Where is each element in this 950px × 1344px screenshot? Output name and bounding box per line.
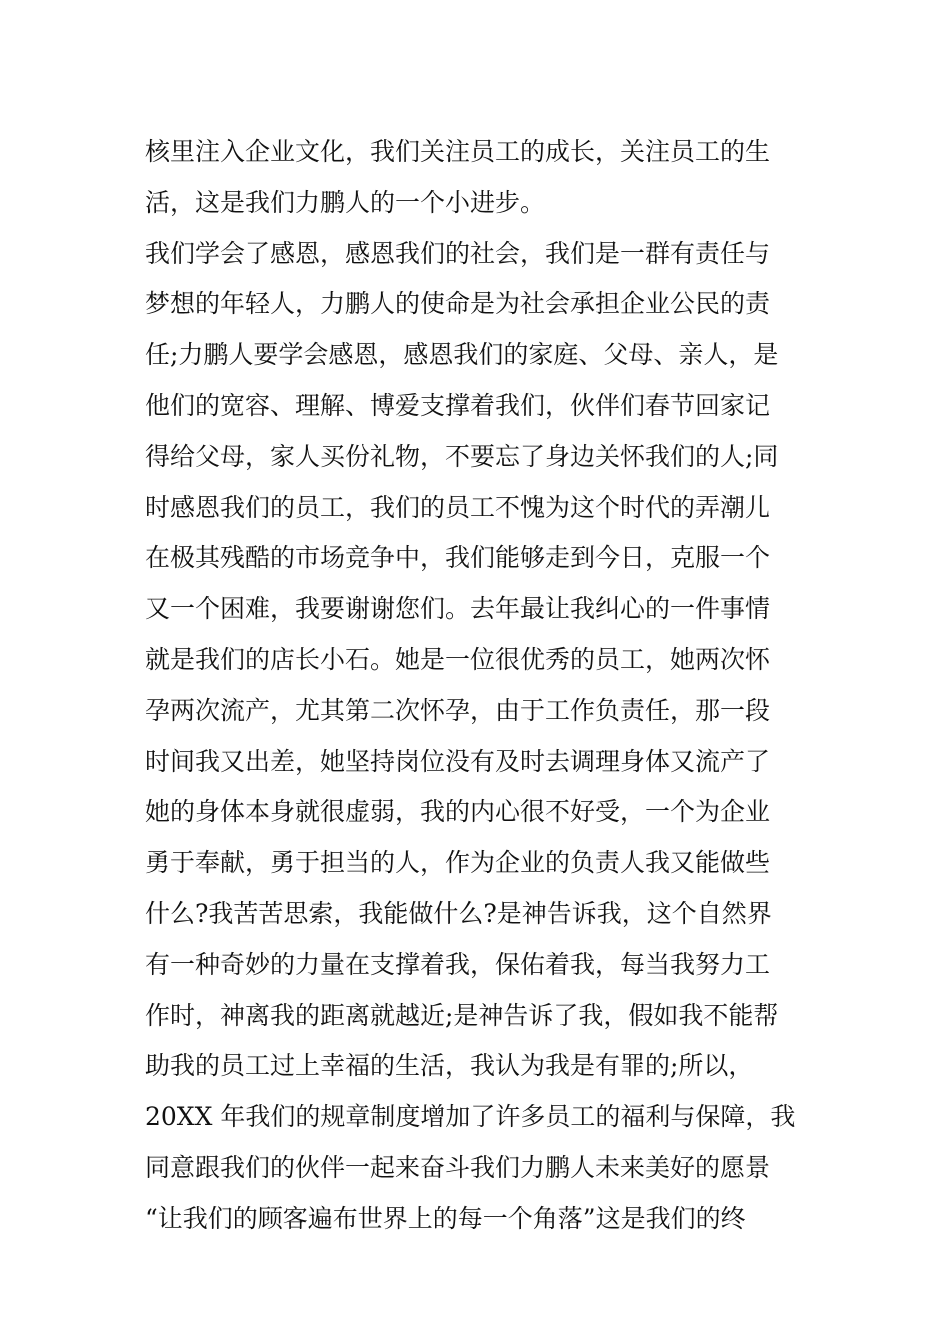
text-line-18: 作时，神离我的距离就越近;是神告诉了我，假如我不能帮 <box>145 1000 779 1030</box>
text-line-22: “让我们的顾客遍布世界上的每一个角落”这是我们的终 <box>145 1203 746 1233</box>
text-line-20: 20XX 年我们的规章制度增加了许多员工的福利与保障，我 <box>145 1102 796 1132</box>
text-line-3: 我们学会了感恩，感恩我们的社会，我们是一群有责任与 <box>145 238 771 268</box>
text-line-10: 又一个困难，我要谢谢您们。去年最让我纠心的一件事情 <box>145 594 771 624</box>
text-line-21: 同意跟我们的伙伴一起来奋斗我们力鹏人未来美好的愿景 <box>145 1152 771 1182</box>
text-line-13: 时间我又出差，她坚持岗位没有及时去调理身体又流产了 <box>145 746 771 776</box>
text-line-12: 孕两次流产，尤其第二次怀孕，由于工作负责任，那一段 <box>145 695 771 725</box>
text-line-1: 核里注入企业文化，我们关注员工的成长，关注员工的生 <box>145 137 771 166</box>
text-line-7: 得给父母，家人买份礼物，不要忘了身边关怀我们的人;同 <box>145 441 779 471</box>
text-line-19: 助我的员工过上幸福的生活，我认为我是有罪的;所以， <box>145 1051 754 1081</box>
text-line-8: 时感恩我们的员工，我们的员工不愧为这个时代的弄潮儿 <box>145 492 771 522</box>
text-line-11: 就是我们的店长小石。她是一位很优秀的员工，她两次怀 <box>145 644 771 674</box>
text-line-5: 任;力鹏人要学会感恩，感恩我们的家庭、父母、亲人，是 <box>145 340 779 370</box>
text-line-2: 活，这是我们力鹏人的一个小进步。 <box>145 187 546 217</box>
text-line-6: 他们的宽容、理解、博爱支撑着我们，伙伴们春节回家记 <box>145 390 771 420</box>
text-line-15: 勇于奉献，勇于担当的人，作为企业的负责人我又能做些 <box>145 848 771 878</box>
body-text <box>145 127 825 1245</box>
text-line-17: 有一种奇妙的力量在支撑着我，保佑着我，每当我努力工 <box>145 949 771 979</box>
text-line-9: 在极其残酷的市场竞争中，我们能够走到今日，克服一个 <box>145 543 771 573</box>
text-line-16: 什么?我苦苦思索，我能做什么?是神告诉我，这个自然界 <box>145 898 772 928</box>
text-line-14: 她的身体本身就很虚弱，我的内心很不好受，一个为企业 <box>145 797 771 827</box>
text-line-4: 梦想的年轻人，力鹏人的使命是为社会承担企业公民的责 <box>145 289 771 319</box>
